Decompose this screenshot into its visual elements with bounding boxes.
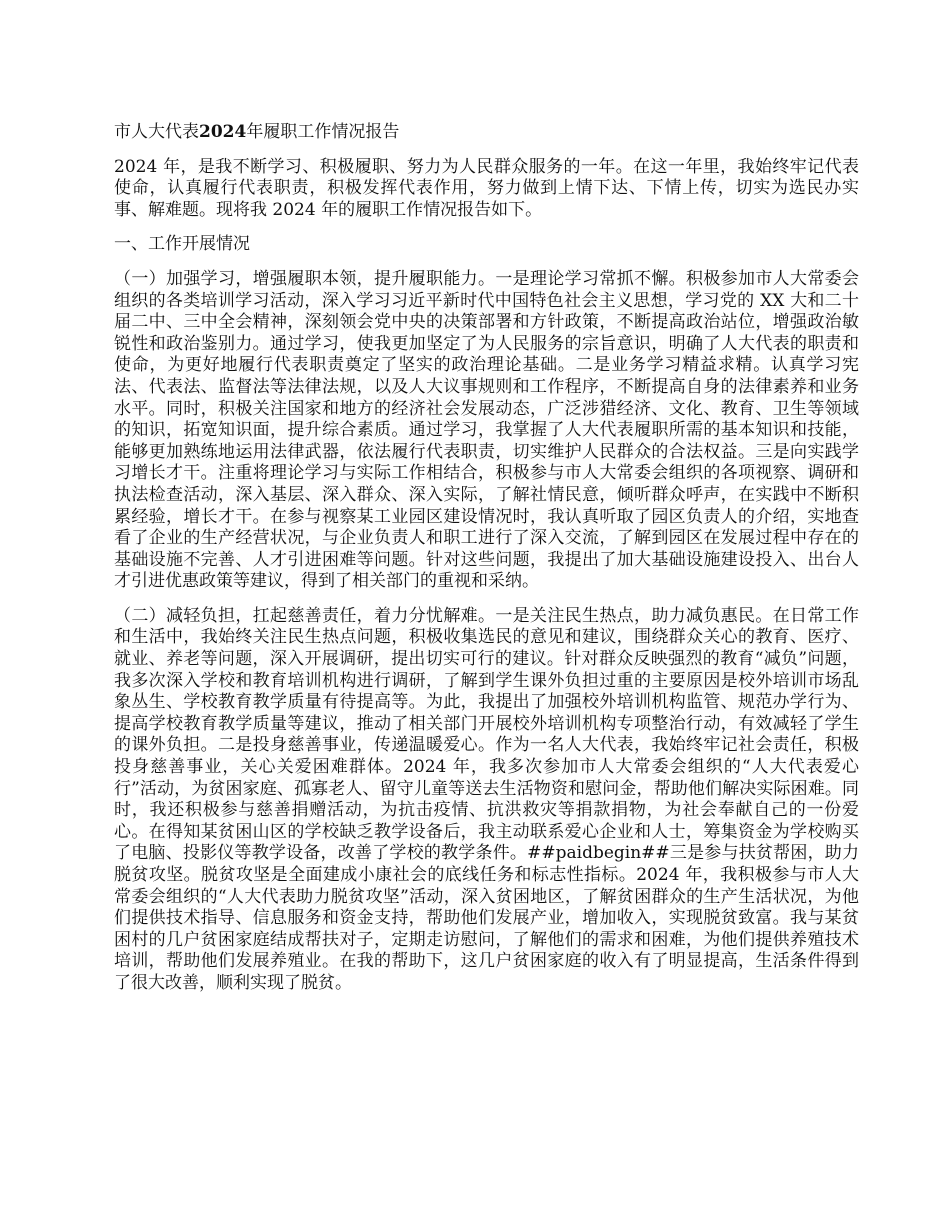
document-body: [114, 122, 859, 1008]
document-title: [114, 122, 859, 144]
title-prefix: 市人大代表: [114, 122, 199, 142]
section-heading: 一、工作开展情况: [114, 234, 250, 255]
intro-paragraph: 2024 年，是我不断学习、积极履职、努力为人民群众服务的一年。在这一年里，我始终牢记代表使命，认真履行代表职责，积极发挥代表作用，努力做到上情下达、下情上传，切实为选民办实事、解难题。现将我 2024 年的履职工作情况报告如下。: [114, 156, 859, 220]
body-paragraph-2: （二）减轻负担，扛起慈善责任，着力分忧解难。一是关注民生热点，助力减负惠民。在日常工作和生活中，我始终关注民生热点问题，积极收集选民的意见和建议，围绕群众关心的教育、医疗、就业、养老等问题，深入开展调研，提出切实可行的建议。针对群众反映强烈的教育“减负”问题，我多次深入学校和教育培训机构进行调研，了解到学生课外负担过重的主要原因是校外培训市场乱象丛生、学校教育教学质量有待提高等。为此，我提出了加强校外培训机构监管、规范办学行为、提高学校教育教学质量等建议，推动了相关部门开展校外培训机构专项整治行动，有效减轻了学生的课外负担。二是投身慈善事业，传递温暖爱心。作为一名人大代表，我始终牢记社会责任，积极投身慈善事业，关心关爱困难群体。2024 年，我多次参加市人大常委会组织的“人大代表爱心行”活动，为贫困家庭、孤寡老人、留守儿童等送去生活物资和慰问金，帮助他们解决实际困难。同时，我还积极参与慈善捐赠活动，为抗击疫情、抗洪救灾等捐款捐物，为社会奉献自己的一份爱心。在得知某贫困山区的学校缺乏教学设备后，我主动联系爱心企业和人士，筹集资金为学校购买了电脑、投影仪等教学设备，改善了学校的教学条件。##paidbegin##三是参与扶贫帮困，助力脱贫攻坚。脱贫攻坚是全面建成小康社会的底线任务和标志性指标。2024 年，我积极参与市人大常委会组织的“人大代表助力脱贫攻坚”活动，深入贫困地区，了解贫困群众的生产生活状况，为他们提供技术指导、信息服务和资金支持，帮助他们发展产业，增加收入，实现脱贫致富。我与某贫困村的几户贫困家庭结成帮扶对子，定期走访慰问，了解他们的需求和困难，为他们提供养殖技术培训，帮助他们发展养殖业。在我的帮助下，这几户贫困家庭的收入有了明显提高，生活条件得到了很大改善，顺利实现了脱贫。: [114, 605, 859, 993]
title-year: 2024: [199, 122, 247, 142]
title-suffix: 年履职工作情况报告: [246, 122, 400, 142]
body-paragraph-1: （一）加强学习，增强履职本领，提升履职能力。一是理论学习常抓不懈。积极参加市人大常委会组织的各类培训学习活动，深入学习习近平新时代中国特色社会主义思想，学习党的 XX 大和二十届二中、三中全会精神，深刻领会党中央的决策部署和方针政策，不断提高政治站位，增强政治敏锐性和政治鉴别力。通过学习，使我更加坚定了为人民服务的宗旨意识，明确了人大代表的职责和使命，为更好地履行代表职责奠定了坚实的政治理论基础。二是业务学习精益求精。认真学习宪法、代表法、监督法等法律法规，以及人大议事规则和工作程序，不断提高自身的法律素养和业务水平。同时，积极关注国家和地方的经济社会发展动态，广泛涉猎经济、文化、教育、卫生等领域的知识，拓宽知识面，提升综合素质。通过学习，我掌握了人大代表履职所需的基本知识和技能，能够更加熟练地运用法律武器，依法履行代表职责，切实维护人民群众的合法权益。三是向实践学习增长才干。注重将理论学习与实际工作相结合，积极参与市人大常委会组织的各项视察、调研和执法检查活动，深入基层、深入群众、深入实际，了解社情民意，倾听群众呼声，在实践中不断积累经验，增长才干。在参与视察某工业园区建设情况时，我认真听取了园区负责人的介绍，实地查看了企业的生产经营状况，与企业负责人和职工进行了深入交流，了解到园区在发展过程中存在的基础设施不完善、人才引进困难等问题。针对这些问题，我提出了加大基础设施建设投入、出台人才引进优惠政策等建议，得到了相关部门的重视和采纳。: [114, 268, 859, 592]
